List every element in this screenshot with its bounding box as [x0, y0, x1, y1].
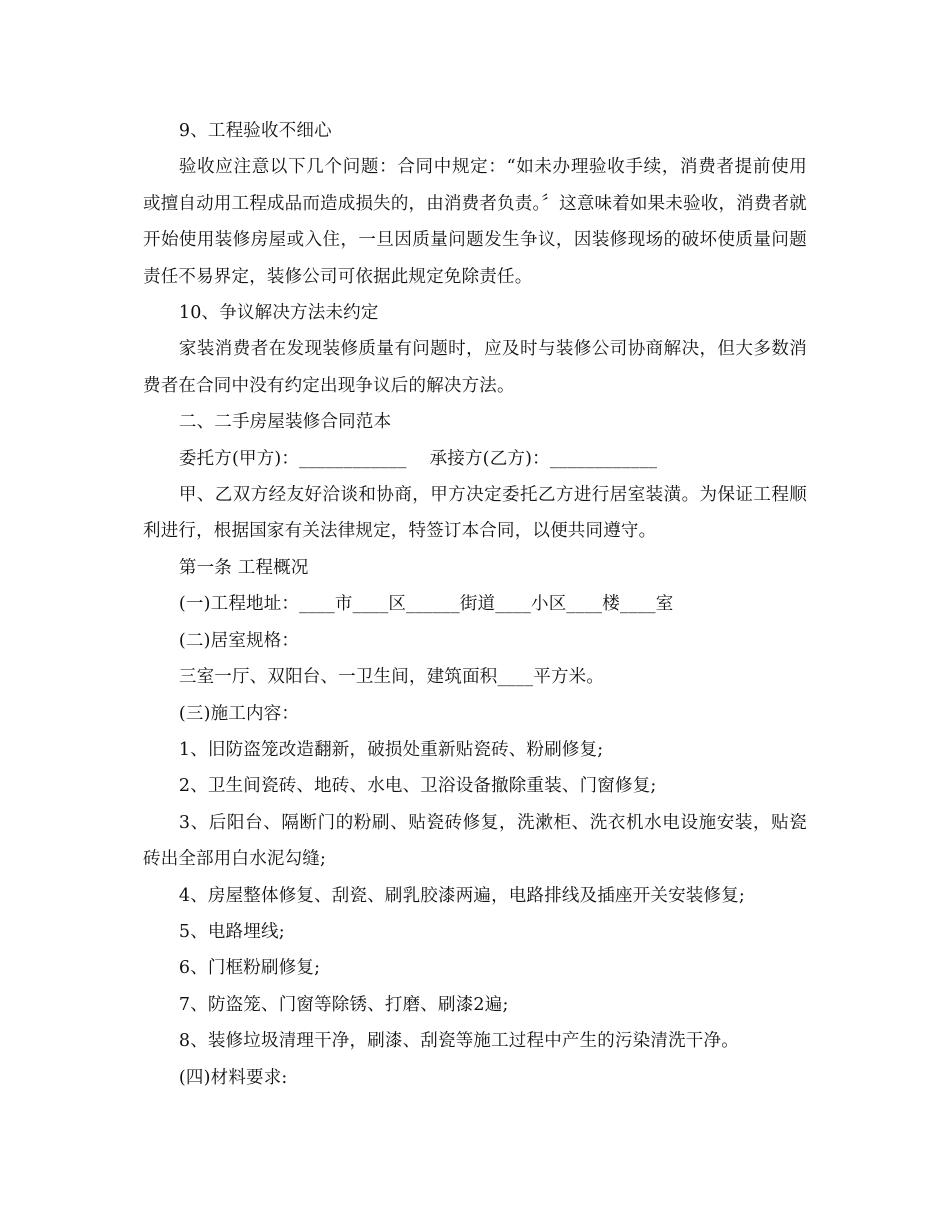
list-item: 1、旧防盗笼改造翻新，破损处重新贴瓷砖、粉刷修复; — [178, 739, 604, 760]
list-item: 3、后阳台、隔断门的粉刷、贴瓷砖修复，洗漱柜、洗衣机水电设施安装，贴瓷砖出全部用白水泥勾缝; — [143, 812, 807, 870]
list-item: 7、防盗笼、门窗等除锈、打磨、刷漆2遍; — [178, 994, 509, 1015]
paragraph-agreement: 甲、乙双方经友好洽谈和协商，甲方决定委托乙方进行居室装潢。为保证工程顺利进行，根据国家有关法律规定，特签订本合同，以便共同遵守。 — [143, 485, 807, 542]
list-item: 5、电路埋线; — [178, 921, 285, 942]
material-requirements-heading: (四)材料要求: — [178, 1067, 288, 1088]
paragraph-acceptance: 验收应注意以下几个问题：合同中规定：“如未办理验收手续，消费者提前使用或擅自动用工程成品而造成损失的，由消费者负责。〞这意味着如果未验收，消费者就开始使用装修房屋或入住，一旦因质量问题发生争议，因装修现场的破坏使质量问题责任不易界定，装修公司可依据此规定免除责任。 — [143, 157, 807, 287]
room-spec-heading: (二)居室规格： — [178, 630, 300, 651]
list-item: 6、门框粉刷修复; — [178, 958, 321, 979]
construction-content-heading: (三)施工内容： — [178, 703, 300, 724]
article-1-heading: 第一条 工程概况 — [178, 557, 309, 578]
parties-line: 委托方(甲方)：____________ 承接方(乙方)：____________ — [178, 448, 658, 469]
list-item: 8、装修垃圾清理干净，刷漆、刮瓷等施工过程中产生的污染清洗干净。 — [178, 1031, 739, 1052]
heading-item-9: 9、工程验收不细心 — [178, 121, 332, 141]
document-body — [143, 113, 807, 1096]
heading-item-10: 10、争议解决方法未约定 — [178, 303, 379, 324]
room-spec-detail: 三室一厅、双阳台、一卫生间，建筑面积____平方米。 — [178, 667, 605, 688]
project-address: (一)工程地址：____市____区______街道____小区____楼____室 — [178, 594, 674, 615]
paragraph-dispute: 家装消费者在发现装修质量有问题时，应及时与装修公司协商解决，但大多数消费者在合同中没有约定出现争议后的解决方法。 — [143, 339, 807, 396]
section-heading-contract-template: 二、二手房屋装修合同范本 — [178, 412, 392, 433]
list-item: 2、卫生间瓷砖、地砖、水电、卫浴设备撤除重装、门窗修复; — [178, 776, 657, 797]
list-item: 4、房屋整体修复、刮瓷、刷乳胶漆两遍，电路排线及插座开关安装修复; — [178, 885, 746, 906]
